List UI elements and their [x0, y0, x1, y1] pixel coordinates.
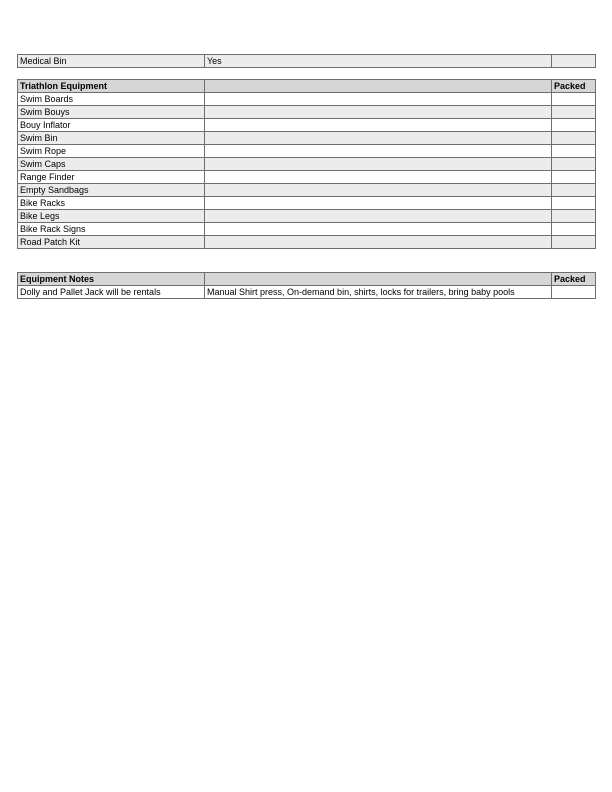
item-value	[205, 93, 552, 106]
table-row	[18, 210, 596, 223]
item-value	[205, 158, 552, 171]
item-label: Swim Caps	[18, 158, 205, 171]
packed-cell	[552, 236, 596, 249]
table-row	[18, 93, 596, 106]
table-row	[18, 158, 596, 171]
item-value	[205, 184, 552, 197]
section-title: Triathlon Equipment	[18, 80, 205, 93]
item-label: Bike Rack Signs	[18, 223, 205, 236]
item-label: Empty Sandbags	[18, 184, 205, 197]
item-label: Bike Legs	[18, 210, 205, 223]
note-details: Manual Shirt press, On-demand bin, shirts, locks for trailers, bring baby pools	[205, 286, 552, 299]
item-label: Swim Rope	[18, 145, 205, 158]
item-label: Bike Racks	[18, 197, 205, 210]
table-row	[18, 171, 596, 184]
packed-cell	[552, 106, 596, 119]
packed-cell	[552, 55, 596, 68]
item-label: Road Patch Kit	[18, 236, 205, 249]
packed-header: Packed	[552, 273, 596, 286]
table-row	[18, 145, 596, 158]
packed-cell	[552, 210, 596, 223]
packed-cell	[552, 158, 596, 171]
item-value	[205, 210, 552, 223]
table-row	[18, 55, 596, 68]
packed-cell	[552, 286, 596, 299]
note-label: Dolly and Pallet Jack will be rentals	[18, 286, 205, 299]
table-row	[18, 286, 596, 299]
table-row	[18, 223, 596, 236]
header-blank-cell	[205, 80, 552, 93]
item-value: Yes	[205, 55, 552, 68]
table-row	[18, 236, 596, 249]
table-row	[18, 119, 596, 132]
table-row	[18, 132, 596, 145]
item-label: Medical Bin	[18, 55, 205, 68]
packed-cell	[552, 223, 596, 236]
table-row	[18, 197, 596, 210]
packed-cell	[552, 119, 596, 132]
item-value	[205, 223, 552, 236]
item-value	[205, 119, 552, 132]
header-blank-cell	[205, 273, 552, 286]
medical-bin-table	[17, 54, 596, 68]
packed-cell	[552, 171, 596, 184]
section-header-row	[18, 273, 596, 286]
item-label: Swim Bouys	[18, 106, 205, 119]
item-value	[205, 236, 552, 249]
packed-cell	[552, 132, 596, 145]
item-value	[205, 106, 552, 119]
item-label: Swim Bin	[18, 132, 205, 145]
triathlon-equipment-table	[17, 79, 596, 249]
item-value	[205, 197, 552, 210]
item-label: Swim Boards	[18, 93, 205, 106]
packed-header: Packed	[552, 80, 596, 93]
item-label: Bouy Inflator	[18, 119, 205, 132]
section-title: Equipment Notes	[18, 273, 205, 286]
item-value	[205, 171, 552, 184]
packed-cell	[552, 93, 596, 106]
item-value	[205, 145, 552, 158]
item-value	[205, 132, 552, 145]
equipment-notes-table	[17, 272, 596, 299]
table-row	[18, 106, 596, 119]
packed-cell	[552, 145, 596, 158]
table-row	[18, 184, 596, 197]
packed-cell	[552, 184, 596, 197]
packed-cell	[552, 197, 596, 210]
section-header-row	[18, 80, 596, 93]
item-label: Range Finder	[18, 171, 205, 184]
